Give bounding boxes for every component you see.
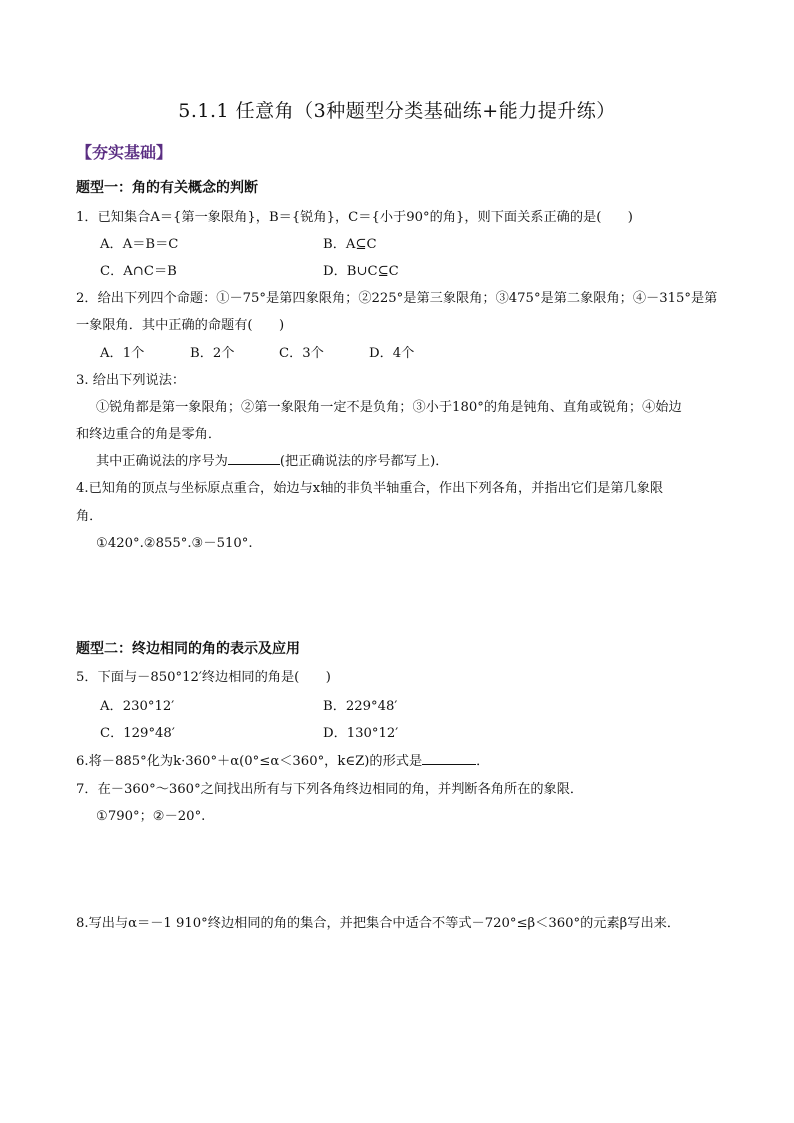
q7-items: ①790°；②－20°. (96, 809, 206, 824)
q4-items: ①420°.②855°.③－510°. (96, 536, 253, 551)
type2-heading: 题型二：终边相同的角的表示及应用 (76, 641, 300, 657)
q6-line (76, 750, 489, 769)
q3-stem: 3. 给出下列说法： (76, 373, 186, 388)
q3-line3-suffix: (把正确说法的序号都写上)． (279, 454, 449, 469)
q3-line3 (96, 450, 448, 469)
q3-answer-blank[interactable] (228, 452, 280, 465)
q2-stem-line1: 2．给出下列四个命题：①－75°是第四象限角；②225°是第三象限角；③475°是第二象限角；④－315°是第 (76, 291, 718, 306)
q3-line2: 和终边重合的角是零角． (76, 427, 222, 442)
q2-option-d: D．4个 (369, 346, 415, 361)
q2-option-a: A．1个 (100, 346, 145, 361)
q2-option-b: B．2个 (190, 346, 235, 361)
q3-line3-prefix: 其中正确说法的序号为 (96, 454, 228, 469)
page-title: 5.1.1 任意角（3种题型分类基础练+能力提升练） (178, 100, 616, 122)
q1-option-a: A．A＝B＝C (100, 237, 179, 252)
q5-option-d: D．130°12′ (323, 726, 399, 741)
q5-option-b: B．229°48′ (323, 699, 398, 714)
q5-option-a: A．230°12′ (100, 699, 175, 714)
q6-suffix: ． (476, 754, 490, 769)
q4-line1: 4.已知角的顶点与坐标原点重合，始边与x轴的非负半轴重合，作出下列各角，并指出它们是第几象限 (76, 481, 664, 496)
q1-option-d: D．B∪C⊆C (323, 264, 399, 279)
q2-option-c: C．3个 (279, 346, 324, 361)
q7-stem: 7．在－360°～360°之间找出所有与下列各角终边相同的角，并判断各角所在的象限． (76, 782, 584, 797)
type1-heading: 题型一：角的有关概念的判断 (76, 180, 258, 196)
q2-stem-line2: 一象限角．其中正确的命题有( ) (76, 318, 285, 333)
q8-stem: 8.写出与α＝－1 910°终边相同的角的集合，并把集合中适合不等式－720°≤β＜360°的元素β写出来． (76, 916, 681, 931)
q4-line2: 角． (76, 509, 103, 524)
q5-stem: 5．下面与－850°12′终边相同的角是( ) (76, 670, 331, 685)
section-banner: 【夯实基础】 (76, 143, 173, 162)
q1-option-b: B．A⊆C (323, 237, 377, 252)
q1-option-c: C．A∩C＝B (100, 264, 177, 279)
q6-prefix: 6.将－885°化为k·360°＋α(0°≤α＜360°，k∈Z)的形式是 (76, 754, 423, 769)
q1-stem: 1．已知集合A＝{第一象限角}，B＝{锐角}，C＝{小于90°的角}，则下面关系正确的是( ) (76, 210, 633, 225)
q5-option-c: C．129°48′ (100, 726, 175, 741)
q3-line1: ①锐角都是第一象限角；②第一象限角一定不是负角；③小于180°的角是钝角、直角或锐角；④始边 (96, 400, 682, 415)
q6-answer-blank[interactable] (422, 752, 476, 765)
